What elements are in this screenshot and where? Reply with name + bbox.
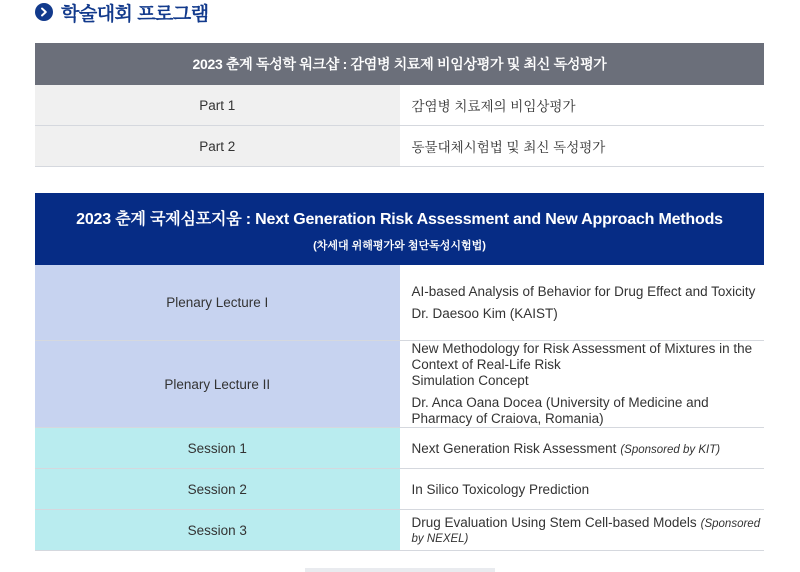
symposium-title: 2023 춘계 국제심포지움 : Next Generation Risk Assessment and New Approach Methods [76,210,723,228]
symposium-subtitle: (차세대 위해평가와 첨단독성시험법) [313,239,486,252]
session-sponsor: (Sponsored by KIT) [620,443,721,456]
session-content [400,428,765,469]
part-content: 감염병 치료제의 비임상평가 [400,85,765,126]
symposium-header-row [35,193,764,265]
table-row [35,341,764,428]
session-title: In Silico Toxicology Prediction [411,481,590,497]
section-heading [35,0,209,24]
lecture-label: Plenary Lecture I [35,265,400,341]
part-label: Part 2 [35,126,400,167]
session-content [400,510,765,551]
table-row [35,126,764,167]
lecture-content [400,265,765,341]
session-content [400,469,765,510]
table-row [35,469,764,510]
lecture-speaker: Dr. Daesoo Kim (KAIST) [411,305,558,321]
session-label: Session 3 [35,510,400,551]
part-content: 동물대체시험법 및 최신 독성평가 [400,126,765,167]
session-title: Next Generation Risk Assessment [411,440,617,456]
symposium-program-table [35,193,764,551]
section-title: 학술대회 프로그램 [61,3,209,25]
table-row [35,510,764,551]
table-row [35,265,764,341]
lecture-content [400,341,765,428]
session-label: Session 1 [35,428,400,469]
part-label: Part 1 [35,85,400,126]
lecture-title: AI-based Analysis of Behavior for Drug Effect and Toxicity [411,283,756,299]
workshop-header: 2023 춘계 독성학 워크샵 : 감염병 치료제 비임상평가 및 최신 독성평가 [35,43,764,85]
workshop-program-table [35,43,764,167]
table-row [35,85,764,126]
session-sponsor: (Sponsored by NEXEL) [411,518,761,545]
table-row [35,428,764,469]
bottom-divider [305,568,495,572]
symposium-header [35,193,764,265]
lecture-title-line2: Simulation Concept [411,373,529,388]
lecture-title-line1: New Methodology for Risk Assessment of Mixtures in the Context of Real-Life Risk [411,341,753,372]
lecture-label: Plenary Lecture II [35,341,400,428]
chevron-right-circle-icon [35,3,53,21]
session-label: Session 2 [35,469,400,510]
session-title: Drug Evaluation Using Stem Cell-based Models [411,515,697,530]
workshop-header-row [35,43,764,85]
lecture-speaker: Dr. Anca Oana Docea (University of Medicine and Pharmacy of Craiova, Romania) [411,395,709,426]
